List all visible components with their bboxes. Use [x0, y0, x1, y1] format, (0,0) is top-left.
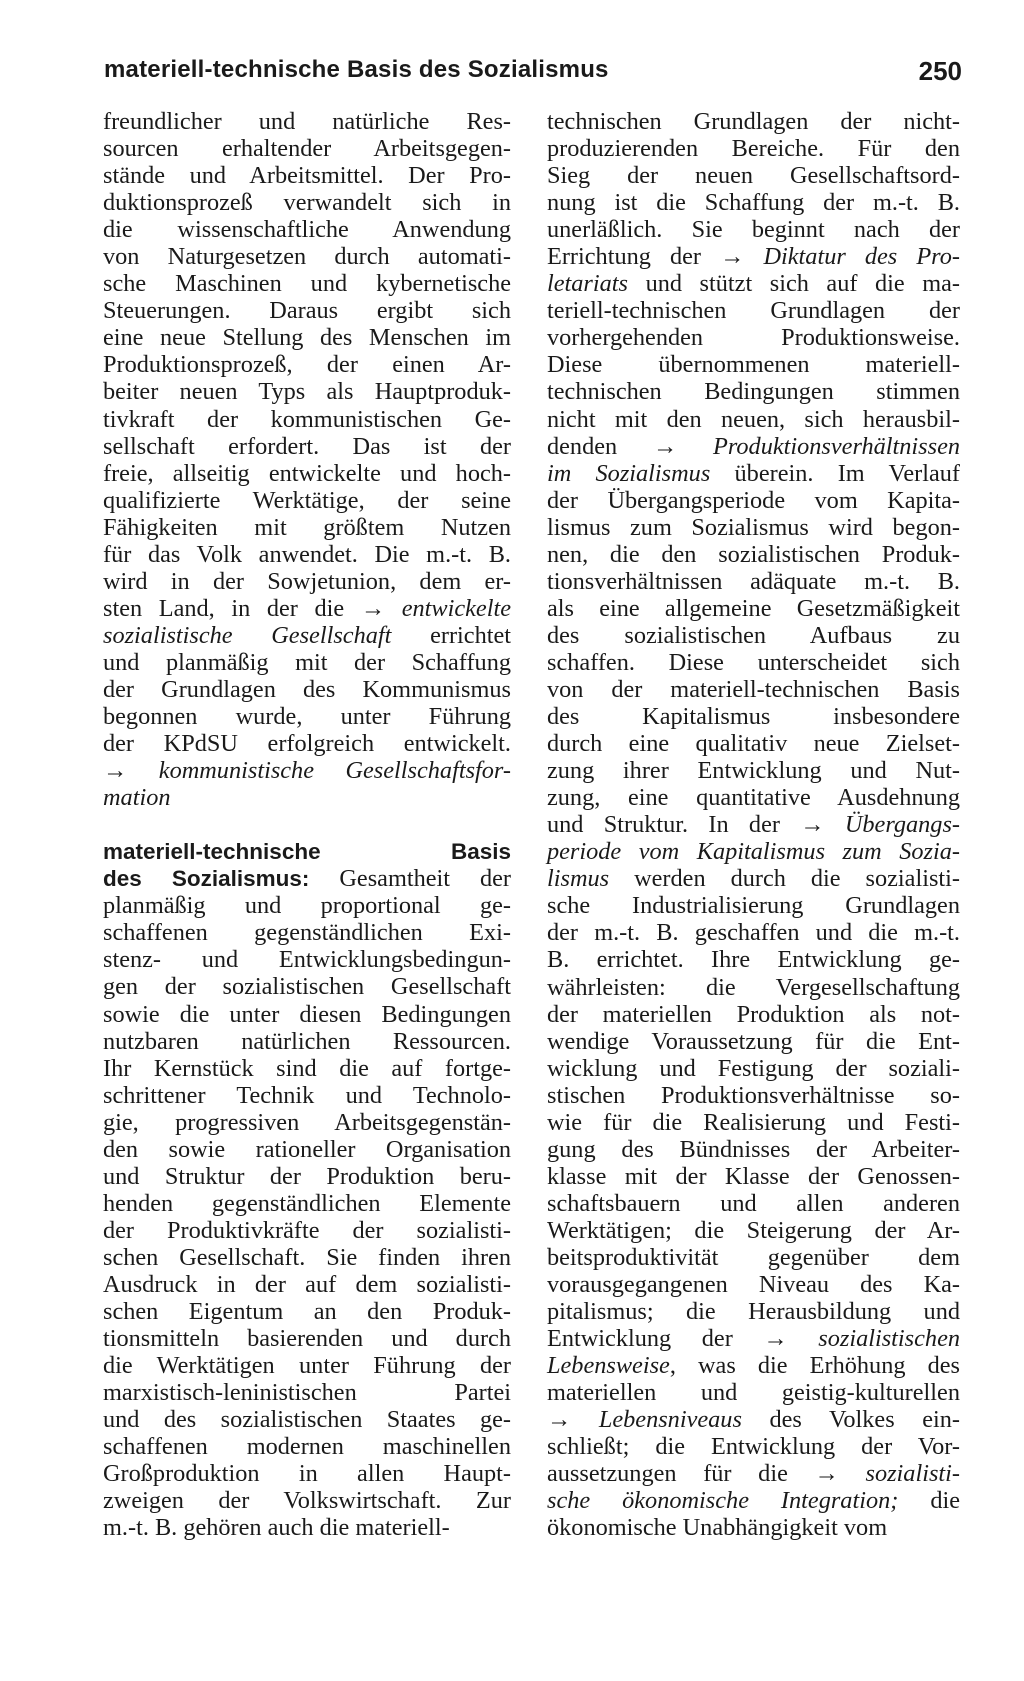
- text-line: des sozialistischen Aufbaus zu: [547, 621, 960, 649]
- text-line: [547, 1325, 960, 1352]
- text-line: [547, 1487, 960, 1514]
- page-number: 250: [918, 56, 962, 86]
- text-segment: überein. Im Verlauf: [734, 459, 960, 487]
- text-segment: werden durch die sozialisti-: [634, 865, 961, 893]
- cross-reference: mation: [103, 784, 171, 812]
- text-line: sche Industrialisierung Grundlagen: [547, 892, 960, 920]
- text-line: der Grundlagen des Kommunismus: [103, 675, 511, 703]
- text-line: der KPdSU erfolgreich entwickelt.: [103, 730, 511, 758]
- text-segment: Gesamtheit der: [339, 865, 512, 893]
- text-line: den sowie rationeller Organisation: [103, 1135, 511, 1163]
- cross-reference: sche ökonomische Integration;: [547, 1487, 899, 1515]
- text-line: lismus zum Sozialismus wird begon-: [547, 513, 960, 541]
- text-line: henden gegenständlichen Elemente: [103, 1189, 511, 1217]
- text-line: stände und Arbeitsmittel. Der Pro-: [103, 162, 511, 190]
- text-line: und des sozialistischen Staates ge-: [103, 1406, 511, 1434]
- text-line: beiter neuen Typs als Hauptproduk-: [103, 378, 511, 406]
- text-segment: Entwicklung der: [547, 1325, 733, 1353]
- cross-reference: → kommunistische Gesellschaftsfor-: [103, 757, 511, 785]
- cross-reference: lismus: [547, 865, 610, 893]
- text-line: von der materiell-technischen Basis: [547, 675, 960, 703]
- text-line: B. errichtet. Ihre Entwicklung ge-: [547, 946, 960, 974]
- text-line: wicklung und Festigung der soziali-: [547, 1054, 960, 1082]
- text-line: und Struktur der Produktion beru-: [103, 1162, 511, 1190]
- text-line: währleisten: die Vergesellschaftung: [547, 973, 960, 1001]
- text-segment: die: [930, 1487, 960, 1515]
- left-column: [103, 108, 511, 1541]
- text-line: beitsproduktivität gegenüber dem: [547, 1243, 960, 1271]
- text-line: technischen Grundlagen der nicht-: [547, 108, 960, 135]
- text-line: die Werktätigen unter Führung der: [103, 1352, 511, 1380]
- cross-reference: → Lebensniveaus: [547, 1406, 742, 1434]
- text-segment: Errichtung der: [547, 243, 702, 271]
- text-line: sellschaft erfordert. Das ist der: [103, 432, 511, 460]
- text-line: schaffenen modernen maschinellen: [103, 1433, 511, 1461]
- cross-reference: letariats: [547, 270, 628, 298]
- text-line: [547, 865, 960, 892]
- text-line: materiellen und geistig-kulturellen: [547, 1379, 960, 1407]
- text-line: stischen Produktionsverhältnisse so-: [547, 1081, 960, 1109]
- cross-reference: → entwickelte: [360, 594, 511, 622]
- text-segment: aussetzungen für die: [547, 1460, 788, 1488]
- text-line: der m.-t. B. geschaffen und die m.-t.: [547, 919, 960, 947]
- text-line: schaffen. Diese unterscheidet sich: [547, 648, 960, 676]
- text-line: ökonomische Unabhängigkeit vom: [547, 1514, 888, 1542]
- text-line: die wissenschaftliche Anwendung: [103, 216, 511, 244]
- text-line: eine neue Stellung des Menschen im: [103, 324, 511, 352]
- text-line: zung, eine quantitative Ausdehnung: [547, 784, 960, 812]
- text-line: qualifizierte Werktätige, der seine: [103, 486, 511, 514]
- cross-reference: im Sozialismus: [547, 459, 711, 487]
- text-segment: des Volkes ein-: [769, 1406, 960, 1434]
- cross-reference: → Diktatur des Pro-: [720, 243, 960, 271]
- text-line: nutzbaren natürlichen Ressourcen.: [103, 1027, 511, 1055]
- text-line: Produktionsprozeß, der einen Ar-: [103, 351, 511, 379]
- text-line: sowie die unter diesen Bedingungen: [103, 1000, 511, 1028]
- text-line: [103, 757, 511, 784]
- text-line: Ausdruck in der auf dem sozialisti-: [103, 1270, 511, 1298]
- entry-headword-line: [103, 865, 511, 892]
- text-line: und planmäßig mit der Schaffung: [103, 648, 511, 676]
- text-line: [547, 1460, 960, 1487]
- text-line: gung des Bündnisses der Arbeiter-: [547, 1135, 960, 1163]
- text-line: Großproduktion in allen Haupt-: [103, 1460, 511, 1488]
- text-line: technischen Bedingungen stimmen: [547, 378, 960, 406]
- entry-headword-line: [103, 838, 511, 865]
- text-line: [547, 811, 960, 838]
- page-header: [104, 52, 962, 92]
- text-line: für das Volk anwendet. Die m.-t. B.: [103, 540, 511, 568]
- text-line: nicht mit den neuen, sich herausbil-: [547, 405, 960, 433]
- text-line: [547, 1406, 960, 1433]
- text-line: [103, 784, 511, 811]
- text-line: [103, 622, 511, 649]
- text-line: [103, 595, 511, 622]
- text-line: der Übergangsperiode vom Kapita-: [547, 486, 960, 514]
- text-line: produzierenden Bereiche. Für den: [547, 135, 960, 163]
- text-line: gie, progressiven Arbeitsgegenstän-: [103, 1108, 511, 1136]
- text-line: nen, die den sozialistischen Produk-: [547, 540, 960, 568]
- text-line: zweigen der Volkswirtschaft. Zur: [103, 1487, 511, 1515]
- text-line: der Produktivkräfte der sozialisti-: [103, 1216, 511, 1244]
- cross-reference: Lebensweise: [547, 1352, 670, 1380]
- text-line: Steuerungen. Daraus ergibt sich: [103, 297, 511, 325]
- text-segment: und Struktur. In der: [547, 811, 780, 839]
- text-line: schen Gesellschaft. Sie finden ihren: [103, 1243, 511, 1271]
- text-line: der materiellen Produktion als not-: [547, 1000, 960, 1028]
- text-line: begonnen wurde, unter Führung: [103, 703, 511, 731]
- text-line: als eine allgemeine Gesetzmäßigkeit: [547, 594, 960, 622]
- text-line: schrittener Technik und Technolo-: [103, 1081, 511, 1109]
- text-line: vorausgegangenen Niveau des Ka-: [547, 1271, 960, 1299]
- text-line: [547, 433, 960, 460]
- text-line: duktionsprozeß verwandelt sich in: [103, 189, 511, 217]
- text-line: wird in der Sowjetunion, dem er-: [103, 567, 511, 595]
- text-segment: denden: [547, 432, 618, 460]
- cross-reference: → Produktionsverhältnissen: [652, 432, 960, 460]
- text-line: des Kapitalismus insbesondere: [547, 703, 960, 731]
- cross-reference: → Übergangs-: [800, 811, 961, 839]
- text-segment: und stützt sich auf die ma-: [645, 270, 961, 298]
- text-line: wie für die Realisierung und Festi-: [547, 1108, 960, 1136]
- entry-headword: des Sozialismus:: [103, 866, 310, 892]
- text-line: marxistisch-leninistischen Partei: [103, 1379, 511, 1407]
- text-segment: sten Land, in der die: [103, 594, 345, 622]
- cross-reference: → sozialisti-: [814, 1460, 960, 1488]
- text-line: gen der sozialistischen Gesellschaft: [103, 973, 511, 1001]
- text-line: Werktätigen; die Steigerung der Ar-: [547, 1216, 960, 1244]
- text-line: wendige Voraussetzung für die Ent-: [547, 1027, 960, 1055]
- entry-headword: materiell-technische Basis: [103, 839, 511, 865]
- text-line: sche Maschinen und kybernetische: [103, 270, 511, 298]
- text-line: nung ist die Schaffung der m.-t. B.: [547, 189, 960, 217]
- cross-reference: → sozialistischen: [763, 1325, 960, 1353]
- text-segment: errichtet: [430, 621, 511, 649]
- text-line: Diese übernommenen materiell-: [547, 351, 960, 379]
- cross-reference: periode vom Kapitalismus zum Sozia-: [547, 838, 960, 866]
- text-line: vorhergehenden Produktionsweise.: [547, 324, 960, 352]
- text-line: Ihr Kernstück sind die auf fortge-: [103, 1054, 511, 1082]
- text-line: [547, 270, 960, 297]
- text-line: stenz- und Entwicklungsbedingun-: [103, 946, 511, 974]
- text-line: sourcen erhaltender Arbeitsgegen-: [103, 135, 511, 163]
- text-line: Fähigkeiten mit größtem Nutzen: [103, 513, 511, 541]
- running-head: materiell-technische Basis des Sozialismus: [104, 56, 609, 83]
- right-column: [547, 108, 960, 1541]
- text-line: klasse mit der Klasse der Genossen-: [547, 1162, 960, 1190]
- text-line: freundlicher und natürliche Res-: [103, 108, 511, 135]
- cross-reference: sozialistische Gesellschaft: [103, 621, 392, 649]
- text-line: [547, 460, 960, 487]
- text-line: zung ihrer Entwicklung und Nut-: [547, 757, 960, 785]
- text-line: tionsmitteln basierenden und durch: [103, 1325, 511, 1353]
- text-line: schen Eigentum an den Produk-: [103, 1298, 511, 1326]
- text-line: teriell-technischen Grundlagen der: [547, 297, 960, 325]
- text-line: planmäßig und proportional ge-: [103, 892, 511, 920]
- text-line: von Naturgesetzen durch automati-: [103, 243, 511, 271]
- text-line: durch eine qualitativ neue Zielset-: [547, 730, 960, 758]
- text-line: schaftsbauern und allen anderen: [547, 1189, 960, 1217]
- text-line: schließt; die Entwicklung der Vor-: [547, 1433, 960, 1461]
- text-line: m.-t. B. gehören auch die materiell-: [103, 1514, 450, 1542]
- text-line: [547, 243, 960, 270]
- text-line: unerläßlich. Sie beginnt nach der: [547, 216, 960, 244]
- text-line: Sieg der neuen Gesellschaftsord-: [547, 162, 960, 190]
- text-line: freie, allseitig entwickelte und hoch-: [103, 459, 511, 487]
- text-line: [547, 1352, 960, 1379]
- text-line: tionsverhältnissen adäquate m.-t. B.: [547, 567, 960, 595]
- text-line: [547, 838, 960, 865]
- text-line: tivkraft der kommunistischen Ge-: [103, 405, 511, 433]
- text-segment: , was die Erhöhung des: [669, 1352, 960, 1380]
- text-line: schaffenen gegenständlichen Exi-: [103, 919, 511, 947]
- text-line: pitalismus; die Herausbildung und: [547, 1298, 960, 1326]
